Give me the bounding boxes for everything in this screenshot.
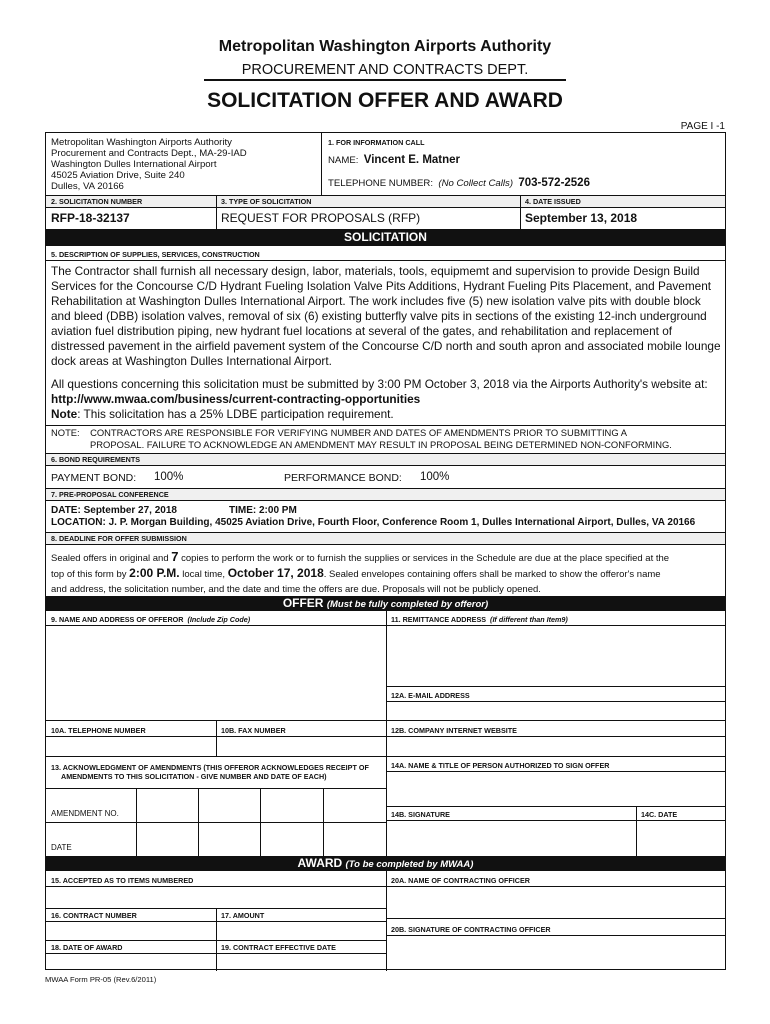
description-text: The Contractor shall furnish all necessary design, labor, materials, tools, equipmemt and supervision to provide Design Build Services for the Concourse C/D Hydrant Fueling Isolation Valve Pits Additions, Hydrant Fueling Pits Placement, and Pavement Rehabilitation at Washington Dulles International Airport. The work includes five (5) new isolation valve pits with double block and bleed (DBB) isolation valves, removal of six (6) existing butterfly valve pits in sections of the existing 12-inch underground aviation fuel distribution piping, new hydrant fuel locations at several of the gates, and rehabilitation and replacement of distressed pavement in the airfield pavement system of the Concourse C/D north and south apron and associated mobile lounge dock areas at Washington Dulles International Airport. (51, 264, 721, 368)
field-16-label: 16. CONTRACT NUMBER (51, 911, 137, 920)
field-10b-label: 10B. FAX NUMBER (221, 726, 286, 735)
amendment-no-input-4[interactable] (325, 790, 384, 821)
note-label: Note (51, 407, 78, 421)
solicitation-form (45, 132, 726, 970)
field-4-label: 4. DATE ISSUED (525, 197, 581, 206)
field-13-label (51, 763, 369, 781)
field-14b-label: 14B. SIGNATURE (391, 810, 450, 819)
contracting-officer-signature-input[interactable] (388, 937, 723, 969)
deadline-date: October 17, 2018 (227, 566, 324, 580)
offer-bar (46, 596, 725, 611)
field-14c-label: 14C. DATE (641, 810, 678, 819)
contract-number-input[interactable] (48, 923, 214, 939)
amendment-date-input-2[interactable] (200, 824, 258, 855)
deadline-part: . Sealed envelopes containing offers shall be marked to show the offeror's name (323, 569, 661, 580)
remittance-address-input[interactable] (388, 627, 723, 685)
award-bar (46, 856, 725, 871)
field-14a-label: 14A. NAME & TITLE OF PERSON AUTHORIZED TO SIGN OFFER (391, 761, 610, 770)
contact-name-label: NAME: (328, 155, 359, 166)
small-note-label: NOTE: (51, 427, 80, 438)
date-issued: September 13, 2018 (525, 211, 638, 225)
field-17-label: 17. AMOUNT (221, 911, 265, 920)
website-input[interactable] (388, 738, 723, 755)
amendment-no-input-1[interactable] (138, 790, 196, 821)
payment-bond-label: PAYMENT BOND: (51, 472, 137, 484)
field-15-label: 15. ACCEPTED AS TO ITEMS NUMBERED (51, 876, 194, 885)
field-18-label: 18. DATE OF AWARD (51, 943, 123, 952)
field-11-label (391, 615, 568, 624)
contracting-officer-name-input[interactable] (388, 888, 723, 916)
field-11-note: (If different than Item9) (490, 615, 568, 624)
amendment-no-input-3[interactable] (262, 790, 321, 821)
contact-phone: 703-572-2526 (518, 177, 590, 189)
fax-input[interactable] (218, 738, 384, 755)
payment-bond-value: 100% (154, 471, 184, 483)
solicitation-number: RFP-18-32137 (51, 211, 130, 225)
effective-date-input[interactable] (218, 955, 384, 969)
field-9-label (51, 615, 250, 624)
performance-bond-value: 100% (420, 471, 450, 483)
field-1-label: 1. FOR INFORMATION CALL (328, 138, 425, 147)
page-number: PAGE I -1 (680, 121, 725, 132)
no-collect-note: (No Collect Calls) (438, 178, 514, 189)
amendment-date-input-4[interactable] (325, 824, 384, 855)
email-input[interactable] (388, 703, 723, 719)
performance-bond-label: PERFORMANCE BOND: (284, 472, 402, 484)
field-2-label: 2. SOLICITATION NUMBER (51, 197, 143, 206)
field-11-text: 11. REMITTANCE ADDRESS (391, 615, 487, 624)
field-19-label: 19. CONTRACT EFFECTIVE DATE (221, 943, 336, 952)
field-20a-label: 20A. NAME OF CONTRACTING OFFICER (391, 876, 530, 885)
amendment-date-input-1[interactable] (138, 824, 196, 855)
department-name: PROCUREMENT AND CONTRACTS DEPT. (204, 62, 566, 81)
deadline-part: top of this form by (51, 569, 130, 580)
deadline-time: 2:00 P.M. (129, 566, 180, 580)
contact-phone-row (328, 178, 590, 190)
conference-date: DATE: September 27, 2018 (51, 505, 177, 516)
issuer-line: 45025 Aviation Drive, Suite 240 (51, 170, 185, 181)
field-8-label: 8. DEADLINE FOR OFFER SUBMISSION (51, 534, 187, 543)
signature-date-input[interactable] (638, 822, 723, 855)
deadline-text (51, 549, 723, 597)
solicitation-type: REQUEST FOR PROPOSALS (RFP) (221, 211, 421, 225)
deadline-part: and address, the solicitation number, and the date and time the offers are due. Proposals will not be publicly opened. (51, 584, 541, 595)
copies-count: 7 (171, 549, 179, 564)
issuer-line: Metropolitan Washington Airports Authority (51, 137, 232, 148)
amendment-date-input-3[interactable] (262, 824, 321, 855)
deadline-part: copies to perform the work or to furnish the supplies or services in the Schedule are due at the place specified at the (178, 553, 670, 564)
field-10a-label: 10A. TELEPHONE NUMBER (51, 726, 146, 735)
field-20b-label: 20B. SIGNATURE OF CONTRACTING OFFICER (391, 925, 551, 934)
award-bar-note: (To be completed by MWAA) (345, 859, 474, 870)
field-6-label: 6. BOND REQUIREMENTS (51, 455, 141, 464)
issuer-line: Procurement and Contracts Dept., MA-29-IAD (51, 148, 247, 159)
offer-bar-note: (Must be fully completed by offeror) (326, 599, 489, 610)
ldbe-note: : This solicitation has a 25% LDBE participation requirement. (77, 407, 394, 421)
solicitation-bar: SOLICITATION (46, 229, 725, 246)
field-12b-label: 12B. COMPANY INTERNET WEBSITE (391, 726, 517, 735)
deadline-part: Sealed offers in original and (51, 553, 172, 564)
contact-phone-label: TELEPHONE NUMBER: (328, 178, 434, 189)
offer-bar-title: OFFER (282, 596, 324, 610)
accepted-items-input[interactable] (48, 888, 384, 907)
award-bar-title: AWARD (297, 856, 343, 870)
small-note-line: PROPOSAL. FAILURE TO ACKNOWLEDGE AN AMENDMENT MAY RESULT IN PROPOSAL BEING DETERMINED NON-CONFORMING. (90, 439, 672, 450)
field-13-line: AMENDMENTS TO THIS SOLICITATION - GIVE NUMBER AND DATE OF EACH) (61, 772, 327, 781)
small-note-line: CONTRACTORS ARE RESPONSIBLE FOR VERIFYING NUMBER AND DATES OF AMENDMENTS PRIOR TO SUBMITTING A (90, 427, 627, 438)
amount-input[interactable] (218, 923, 384, 939)
questions-text: All questions concerning this solicitation must be submitted by 3:00 PM October 3, 2018 via the Airports Authority's website at: (51, 377, 708, 391)
deadline-part: local time, (179, 569, 228, 580)
contact-name: Vincent E. Matner (363, 154, 461, 166)
offeror-name-address-input[interactable] (48, 627, 384, 719)
website-link[interactable]: http://www.mwaa.com/business/current-contracting-opportunities (51, 392, 421, 406)
date-of-award-input[interactable] (48, 955, 214, 969)
authorized-person-input[interactable] (388, 773, 723, 805)
amendment-no-label: AMENDMENT NO. (51, 809, 119, 818)
signature-input[interactable] (388, 822, 634, 855)
form-footer: MWAA Form PR-05 (Rev.6/2011) (45, 975, 157, 984)
issuer-address (51, 137, 247, 192)
telephone-input[interactable] (48, 738, 214, 755)
field-5-label: 5. DESCRIPTION OF SUPPLIES, SERVICES, CONSTRUCTION (51, 250, 260, 259)
contact-name-row (328, 155, 460, 167)
form-title: SOLICITATION OFFER AND AWARD (207, 89, 563, 112)
organization-name: Metropolitan Washington Airports Authority (218, 38, 552, 55)
amendment-date-label: DATE (51, 843, 72, 852)
conference-time: TIME: 2:00 PM (229, 505, 297, 516)
amendment-no-input-2[interactable] (200, 790, 258, 821)
field-7-label: 7. PRE-PROPOSAL CONFERENCE (51, 490, 169, 499)
field-12a-label: 12A. E-MAIL ADDRESS (391, 691, 470, 700)
conference-location: LOCATION: J. P. Morgan Building, 45025 Aviation Drive, Fourth Floor, Conference Room 1, Dulles International Airport, Dulles, VA 20166 (51, 517, 696, 528)
field-9-text: 9. NAME AND ADDRESS OF OFFEROR (51, 615, 184, 624)
amendment-note (51, 427, 723, 451)
issuer-line: Dulles, VA 20166 (51, 181, 124, 192)
questions-block (51, 377, 723, 422)
field-9-note: (Include Zip Code) (187, 615, 251, 624)
field-3-label: 3. TYPE OF SOLICITATION (221, 197, 312, 206)
issuer-line: Washington Dulles International Airport (51, 159, 217, 170)
field-13-line: 13. ACKNOWLEDGMENT OF AMENDMENTS (THIS OFFEROR ACKNOWLEDGES RECEIPT OF (51, 763, 369, 772)
